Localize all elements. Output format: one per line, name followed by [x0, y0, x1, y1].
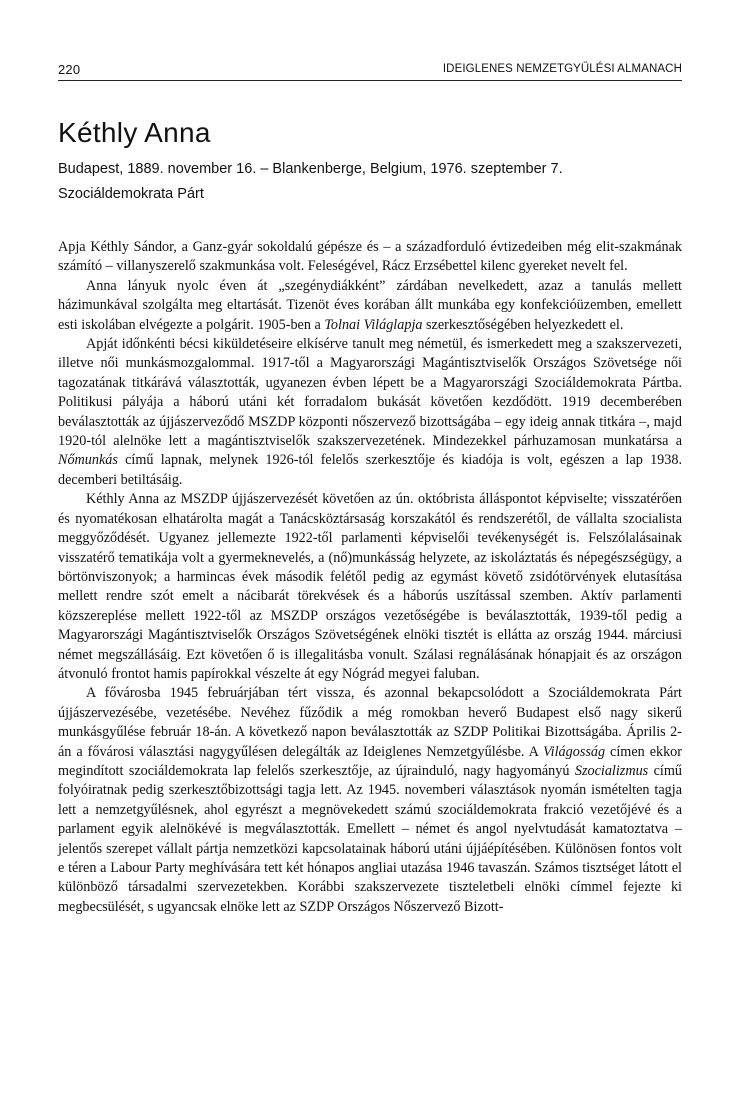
entry-party: Szociáldemokrata Párt [58, 186, 204, 202]
publication-title: Nőmunkás [58, 452, 118, 469]
paragraph-1: Apja Kéthly Sándor, a Ganz-gyár sokoldalú gépésze és – a századforduló évtizedeiben még elit-szakmának számító – villanyszerelő szakmunkása volt. Feleségével, Rácz Erzsébettel kilenc gyereket nevelt fel. [58, 239, 682, 275]
publication-title: Tolnai Világlapja [324, 316, 423, 333]
paragraph-2: Anna lányuk nyolc éven át „szegénydiákként” zárdában nevelkedett, azaz a tanulás mellett házimunkával szolgálta meg eltartását. Tizenöt éves korában állt munkába egy konfekcióüzemben, emellett esti iskolában elvégezte a polgárit. 1905-ben a Tolnai Világlapja szerkesztőségében helyezkedett el. [58, 277, 682, 333]
paragraph-5: A fővárosba 1945 februárjában tért vissza, és azonnal bekapcsolódott a Szociáldemokrata Párt újjászervezésébe, vezetésébe. Nevéhez fűződik a még romokban heverő Budapest első nagy sikerű munkásgyűlése február 18-án. A következő napon beválasztották az SZDP Politikai Bizottságába. Április 2-án a fővárosi választási nagygyűlésen delegálták az Ideiglenes Nemzetgyűlésbe. A Világosság címen ekkor megindított szociáldemokrata lap felelős szerkesztője, az újrainduló, nagy hagyományú Szocializmus című folyóiratnak pedig szerkesztőbizottsági tagja lett. Az 1945. novemberi választások nyomán ismételten tagja lett a nemzetgyűlésnek, ahol egyrészt a megnövekedett számú szociáldemokrata frakció vezetőjévé és a parlament egyik alelnökévé is megválasztották. Emellett – német és angol nyelvtudását kamatoztatva – jelentős szerepet vállalt pártja nemzetközi kapcsolatainak háború utáni újjáépítésében. Különösen fontos volt e téren a Labour Party meghívására tett két hónapos angliai utazása 1946 tavaszán. Számos tisztséget látott el különböző társadalmi szervezetekben. Korábbi szakszervezete tiszteletbeli elnöki címmel fejezte ki megbecsülését, s ugyancsak elnöke lett az SZDP Országos Nőszervező Bizott- [58, 685, 682, 915]
paragraph-3: Apját időnkénti bécsi kiküldetéseire elkísérve tanult meg németül, és ismerkedett meg a szakszervezeti, illetve női munkásmozgalommal. 1917-től a Magyarországi Magántisztviselők Országos Szövetsége női tagozatának titkárává választották, ugyanezen évben lépett be a Magyarországi Szociáldemokrata Pártba. Politikusi pályája a háború utáni két forradalom bukását követően kezdődött. 1919 decemberében beválasztották az újjászerveződő MSZDP központi nőszervező bizottságába – egy ideig annak titkára –, majd 1920-tól alelnöke lett a magántisztviselők szakszervezetének. Mindezekkel párhuzamosan munkatársa a Nőmunkás című lapnak, melynek 1926-tól felelős szerkesztője és kiadója is volt, egészen a lap 1938. decemberi betiltásáig. [58, 336, 682, 488]
entry-name: Kéthly Anna [58, 117, 211, 148]
running-header [58, 62, 682, 81]
publication-title: Világosság [543, 743, 606, 760]
publication-title: Szocializmus [574, 762, 649, 779]
page-number: 220 [58, 62, 81, 77]
biography-text [58, 238, 682, 917]
running-title: IDEIGLENES NEMZETGYŰLÉSI ALMANACH [442, 63, 682, 75]
paragraph-4: Kéthly Anna az MSZDP újjászervezését követően az ún. októbrista álláspontot képviselte; visszatérően és nyomatékosan elhatárolta magát a Tanácsköztársaság korszakától és rendszerétől, de vállalta szocialista meggyőződését. Ugyanez jellemezte 1922-től parlamenti képviselői tevékenységét is. Felszólalásainak visszatérő tematikája volt a gyermeknevelés, a (nő)munkásság helyzete, az iskoláztatás és népegészségügy, a börtönviszonyok; a harmincas évek második felétől pedig az egymást követő zsidótörvények elutasítása mellett rendre szót emelt a nácibarát törekvések és a háborús uszítással szemben. Aktív parlamenti közszereplése mellett 1922-től az MSZDP országos vezetőségébe is beválasztották, 1939-től pedig a Magyarországi Magántisztviselők Országos Szövetségének elnöki tisztét is ellátta az ország 1944. márciusi német megszállásáig. Ezt követően ő is illegalitásba vonult. Szálasi regnálásának hónapjait és az országon átvonuló frontot hamis papírokkal vészelte át egy Nógrád megyei faluban. [58, 491, 682, 682]
entry-life-dates: Budapest, 1889. november 16. – Blankenberge, Belgium, 1976. szeptember 7. [58, 161, 563, 177]
